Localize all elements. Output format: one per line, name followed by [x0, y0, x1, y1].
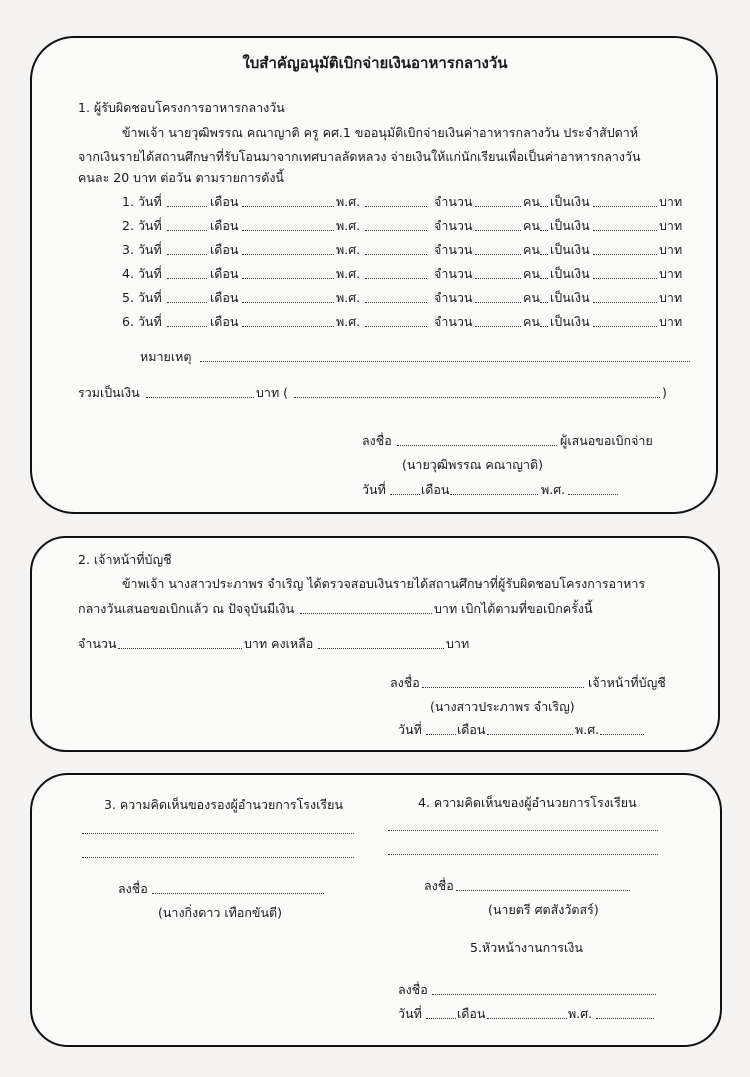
- item-fill-line[interactable]: [593, 278, 657, 279]
- item-fill-line[interactable]: [593, 326, 657, 327]
- item-count-label: จำนวน: [434, 218, 473, 233]
- item-fill-line[interactable]: [475, 206, 521, 207]
- s2-amount-line[interactable]: [118, 648, 242, 649]
- item-fill-line[interactable]: [365, 326, 427, 327]
- s1-sign-name: (นายวุฒิพรรณ คณาญาติ): [402, 457, 543, 472]
- s5-date-year-label: พ.ศ.: [568, 1006, 593, 1021]
- section-2-para-1: ข้าพเจ้า นางสาวประภาพร จำเริญ ได้ตรวจสอบเงินรายได้สถานศึกษาที่ผู้รับผิดชอบโครงการอาหาร: [122, 576, 646, 591]
- item-year-label: พ.ศ.: [336, 194, 361, 209]
- s2-sign-name: (นางสาวประภาพร จำเริญ): [430, 699, 575, 714]
- s4-sign-line[interactable]: [456, 890, 630, 891]
- form-title: ใบสำคัญอนุมัติเบิกจ่ายเงินอาหารกลางวัน: [242, 54, 508, 72]
- s2-sign-role: เจ้าหน้าที่บัญชี: [588, 675, 666, 690]
- item-baht-label: บาท: [659, 194, 683, 209]
- item-month-label: เดือน: [210, 266, 239, 281]
- s5-sign-label: ลงชื่อ: [398, 982, 428, 997]
- item-baht-label: บาท: [659, 242, 683, 257]
- item-no-label: 3. วันที่: [122, 242, 162, 257]
- s5-date-day-line[interactable]: [426, 1018, 456, 1019]
- s1-date-day-line[interactable]: [390, 494, 420, 495]
- s2-date-month-line[interactable]: [487, 734, 573, 735]
- item-fill-line[interactable]: [475, 302, 521, 303]
- item-count-label: จำนวน: [434, 314, 473, 329]
- s3-comment-line-1[interactable]: [82, 833, 354, 834]
- section-2-box: [30, 536, 720, 752]
- s5-sign-line[interactable]: [432, 994, 656, 995]
- item-month-label: เดือน: [210, 290, 239, 305]
- s2-sign-line[interactable]: [422, 687, 584, 688]
- item-year-label: พ.ศ.: [336, 218, 361, 233]
- s2-amount-label: จำนวน: [78, 636, 117, 651]
- s1-date-month-label: เดือน: [421, 482, 450, 497]
- item-fill-line[interactable]: [593, 302, 657, 303]
- item-no-label: 5. วันที่: [122, 290, 162, 305]
- s2-remaining-baht: บาท: [446, 636, 470, 651]
- item-fill-line[interactable]: [593, 230, 657, 231]
- s2-sign-label: ลงชื่อ: [390, 675, 420, 690]
- item-fill-line[interactable]: [242, 302, 334, 303]
- s1-sign-role: ผู้เสนอขอเบิกจ่าย: [560, 433, 653, 448]
- item-fill-line[interactable]: [540, 206, 548, 207]
- s3-sign-label: ลงชื่อ: [118, 881, 148, 896]
- item-count-label: จำนวน: [434, 194, 473, 209]
- item-fill-line[interactable]: [242, 278, 334, 279]
- s4-sign-name: (นายตรี ศตสังวัตสร์): [488, 902, 599, 917]
- item-amount-label: เป็นเงิน: [550, 194, 590, 209]
- s2-date-day-line[interactable]: [426, 734, 456, 735]
- item-count-label: จำนวน: [434, 266, 473, 281]
- s1-date-month-line[interactable]: [450, 494, 538, 495]
- section-2-para-2b: บาท เบิกได้ตามที่ขอเบิกครั้งนี้: [434, 601, 593, 616]
- item-fill-line[interactable]: [540, 302, 548, 303]
- s3-sign-name: (นางกิ่งดาว เทือกขันตี): [158, 905, 283, 920]
- section-5-heading: 5.หัวหน้างานการเงิน: [470, 940, 583, 955]
- item-fill-line[interactable]: [540, 326, 548, 327]
- note-line[interactable]: [200, 361, 690, 362]
- section-3-5-box: [30, 773, 722, 1047]
- item-fill-line[interactable]: [167, 302, 207, 303]
- total-baht-label: บาท (: [256, 385, 289, 400]
- s2-date-year-line[interactable]: [600, 734, 644, 735]
- item-persons-label: คน: [523, 290, 540, 305]
- item-fill-line[interactable]: [540, 254, 548, 255]
- item-fill-line[interactable]: [365, 206, 427, 207]
- item-fill-line[interactable]: [365, 278, 427, 279]
- item-no-label: 4. วันที่: [122, 266, 162, 281]
- item-amount-label: เป็นเงิน: [550, 266, 590, 281]
- item-year-label: พ.ศ.: [336, 290, 361, 305]
- item-amount-label: เป็นเงิน: [550, 290, 590, 305]
- item-month-label: เดือน: [210, 194, 239, 209]
- item-month-label: เดือน: [210, 242, 239, 257]
- note-label: หมายเหตุ: [140, 349, 192, 364]
- s1-sign-label: ลงชื่อ: [362, 433, 392, 448]
- section-1-para-1: ข้าพเจ้า นายวุฒิพรรณ คณาญาติ ครู คศ.1 ขออนุมัติเบิกจ่ายเงินค่าอาหารกลางวัน ประจำสัปดาห์: [122, 125, 639, 140]
- s4-comment-line-2[interactable]: [388, 854, 658, 855]
- item-month-label: เดือน: [210, 314, 239, 329]
- item-amount-label: เป็นเงิน: [550, 314, 590, 329]
- item-year-label: พ.ศ.: [336, 266, 361, 281]
- section-1-para-2: จากเงินรายได้สถานศึกษาที่รับโอนมาจากเทศบาลลัดหลวง จ่ายเงินให้แก่นักเรียนเพื่อเป็นค่าอาหารกลางวัน: [78, 149, 641, 164]
- item-amount-label: เป็นเงิน: [550, 218, 590, 233]
- total-words-line[interactable]: [294, 397, 660, 398]
- item-fill-line[interactable]: [167, 230, 207, 231]
- item-year-label: พ.ศ.: [336, 314, 361, 329]
- item-fill-line[interactable]: [540, 278, 548, 279]
- section-4-heading: 4. ความคิดเห็นของผู้อำนวยการโรงเรียน: [418, 795, 637, 810]
- item-fill-line[interactable]: [167, 326, 207, 327]
- item-fill-line[interactable]: [365, 254, 427, 255]
- item-fill-line[interactable]: [540, 230, 548, 231]
- item-count-label: จำนวน: [434, 290, 473, 305]
- s2-date-day-label: วันที่: [398, 722, 422, 737]
- item-fill-line[interactable]: [475, 254, 521, 255]
- s1-sign-line[interactable]: [397, 445, 557, 446]
- s3-sign-line[interactable]: [152, 893, 324, 894]
- item-fill-line[interactable]: [475, 278, 521, 279]
- total-label: รวมเป็นเงิน: [78, 385, 140, 400]
- item-fill-line[interactable]: [242, 326, 334, 327]
- s1-date-year-label: พ.ศ.: [541, 482, 566, 497]
- s5-date-month-line[interactable]: [487, 1018, 567, 1019]
- item-baht-label: บาท: [659, 314, 683, 329]
- item-fill-line[interactable]: [475, 326, 521, 327]
- section-1-heading: 1. ผู้รับผิดชอบโครงการอาหารกลางวัน: [78, 100, 285, 115]
- s4-sign-label: ลงชื่อ: [424, 878, 454, 893]
- s3-comment-line-2[interactable]: [82, 857, 354, 858]
- item-year-label: พ.ศ.: [336, 242, 361, 257]
- item-count-label: จำนวน: [434, 242, 473, 257]
- item-fill-line[interactable]: [365, 230, 427, 231]
- section-2-heading: 2. เจ้าหน้าที่บัญชี: [78, 552, 172, 567]
- item-fill-line[interactable]: [593, 254, 657, 255]
- s5-date-month-label: เดือน: [457, 1006, 486, 1021]
- item-persons-label: คน: [523, 266, 540, 281]
- item-persons-label: คน: [523, 218, 540, 233]
- item-baht-label: บาท: [659, 266, 683, 281]
- item-no-label: 1. วันที่: [122, 194, 162, 209]
- item-fill-line[interactable]: [593, 206, 657, 207]
- item-fill-line[interactable]: [475, 230, 521, 231]
- item-no-label: 6. วันที่: [122, 314, 162, 329]
- item-baht-label: บาท: [659, 290, 683, 305]
- item-fill-line[interactable]: [167, 254, 207, 255]
- s2-date-month-label: เดือน: [457, 722, 486, 737]
- item-fill-line[interactable]: [242, 206, 334, 207]
- s2-date-year-label: พ.ศ.: [575, 722, 600, 737]
- current-balance-line[interactable]: [300, 613, 432, 614]
- s1-date-year-line[interactable]: [568, 494, 618, 495]
- s2-amount-baht: บาท คงเหลือ: [244, 636, 314, 651]
- item-fill-line[interactable]: [365, 302, 427, 303]
- s2-remaining-line[interactable]: [318, 648, 444, 649]
- section-1-para-3: คนละ 20 บาท ต่อวัน ตามรายการดังนี้: [78, 170, 284, 185]
- item-persons-label: คน: [523, 194, 540, 209]
- item-baht-label: บาท: [659, 218, 683, 233]
- item-amount-label: เป็นเงิน: [550, 242, 590, 257]
- section-2-para-2a: กลางวันเสนอขอเบิกแล้ว ณ ปัจจุบันมีเงิน: [78, 601, 295, 616]
- item-fill-line[interactable]: [242, 254, 334, 255]
- s5-date-year-line[interactable]: [596, 1018, 654, 1019]
- total-amount-line[interactable]: [146, 397, 254, 398]
- section-3-heading: 3. ความคิดเห็นของรองผู้อำนวยการโรงเรียน: [104, 797, 343, 812]
- item-fill-line[interactable]: [242, 230, 334, 231]
- total-close-paren: ): [662, 385, 667, 400]
- item-fill-line[interactable]: [167, 278, 207, 279]
- s5-date-day-label: วันที่: [398, 1006, 422, 1021]
- item-month-label: เดือน: [210, 218, 239, 233]
- s1-date-day-label: วันที่: [362, 482, 386, 497]
- item-persons-label: คน: [523, 242, 540, 257]
- item-no-label: 2. วันที่: [122, 218, 162, 233]
- item-persons-label: คน: [523, 314, 540, 329]
- item-fill-line[interactable]: [167, 206, 207, 207]
- s4-comment-line-1[interactable]: [388, 830, 658, 831]
